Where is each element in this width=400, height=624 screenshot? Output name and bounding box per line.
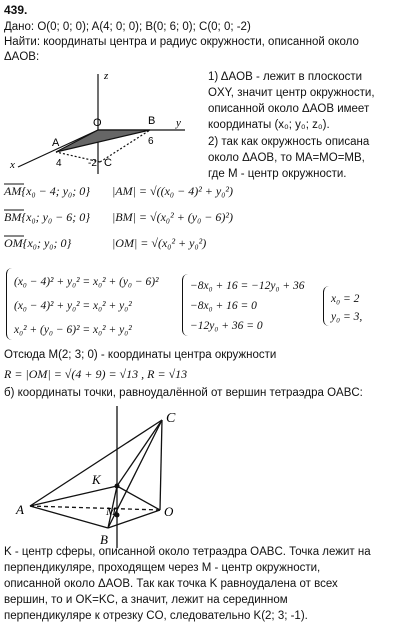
a-vertex-label: A — [16, 502, 24, 517]
conclusion-text — [4, 544, 371, 624]
equation: x₀ = 2 — [331, 293, 360, 305]
problem-number: 439. — [4, 3, 28, 17]
given-line: Дано: O(0; 0; 0); A(4; 0; 0); B(0; 6; 0); C(0; 0; -2) — [4, 21, 251, 33]
conclusion-line: перпендикуляре к отрезку CO, следовательно K(2; 3; -1). — [4, 610, 308, 622]
note-1-line: описанной около ΔAOB имеет — [208, 103, 370, 115]
b-vertex-label: B — [100, 532, 108, 547]
triangle-aob — [56, 130, 150, 152]
o-vertex-label: O — [164, 504, 174, 519]
equation: y₀ = 3 — [331, 311, 360, 323]
edge-ca — [30, 420, 162, 506]
system-2-brace — [182, 274, 189, 336]
m-label: M — [106, 504, 116, 518]
c-vertex-label: C — [166, 411, 176, 426]
vector-overlines — [0, 182, 120, 252]
z-label: z — [104, 70, 109, 82]
equation: (x₀ − 4)² + y₀² = x₀² + (y₀ − 6)² — [14, 276, 159, 288]
edge-ao — [30, 506, 160, 510]
conclusion-line: K - центр сферы, описанной около тетраэдра OABC. Точка лежит на — [4, 546, 371, 558]
radius-line: R = |OM| = √(4 + 9) = √13 , R = √13 — [4, 367, 188, 381]
vector-am: AM{x₀ − 4; y₀; 0} — [4, 184, 91, 198]
note-2-line: где M - центр окружности. — [208, 168, 347, 180]
vector-om: OM{x₀; y₀; 0} — [4, 236, 72, 250]
vector-bm: BM{x₀; y₀ − 6; 0} — [4, 210, 91, 224]
equation: −12y₀ + 36 = 0 — [190, 320, 263, 332]
equation: −8x₀ + 16 = 0 — [190, 300, 257, 312]
system-3-brace — [323, 286, 330, 326]
tick-4: 4 — [56, 158, 62, 169]
note-1-line: координаты (x₀; y₀; z₀). — [208, 119, 330, 131]
edge-ab — [30, 506, 108, 528]
equation: (x₀ − 4)² + y₀² = x₀² + y₀² — [14, 300, 132, 312]
result-line: Отсюда M(2; 3; 0) - координаты центра окружности — [4, 349, 277, 361]
a-label: A — [52, 137, 60, 149]
comma: , — [359, 311, 363, 323]
vector-om-length: |OM| = √(x₀² + y₀²) — [112, 236, 207, 250]
k-label: K — [92, 472, 101, 487]
equation: −8x₀ + 16 = −12y₀ + 36 — [190, 280, 305, 292]
conclusion-line: описанной около ΔAOB. Так как точка K равноудалена от всех — [4, 578, 338, 590]
equation: x₀² + (y₀ − 6)² = x₀² + y₀² — [14, 324, 132, 336]
system-2 — [190, 276, 305, 336]
tetrahedron-figure — [0, 398, 240, 550]
y-label: y — [176, 117, 181, 129]
note-1-line: OXY, значит центр окружности, — [208, 87, 375, 99]
system-1 — [14, 270, 159, 342]
system-1-brace — [6, 268, 13, 340]
conclusion-line: вершин, то и OK=KC, а значит, лежит на серединном — [4, 594, 288, 606]
tick-6: 6 — [148, 136, 154, 147]
note-2-line: около ΔAOB, то MA=MO=MB, — [208, 152, 365, 164]
note-1 — [208, 69, 375, 133]
find-line-1: Найти: координаты центра и радиус окружности, описанной около — [4, 36, 359, 48]
point-k — [115, 484, 120, 489]
vector-bm-length: |BM| = √(x₀² + (y₀ − 6)²) — [112, 210, 233, 224]
find-line-2: ΔAOB: — [4, 51, 40, 63]
o-label: O — [93, 117, 102, 129]
b-label: B — [148, 115, 156, 127]
part-b-heading: б) координаты точки, равноудалённой от вершин тетраэдра OABC: — [4, 387, 363, 399]
vector-am-length: |AM| = √((x₀ − 4)² + y₀²) — [112, 184, 233, 198]
edge-co — [160, 420, 162, 510]
tick-neg2: -2 — [88, 158, 97, 169]
system-3 — [331, 290, 362, 326]
c-label: C — [104, 157, 112, 169]
triangle-aob-figure — [0, 64, 205, 180]
conclusion-line: перпендикуляре, проходящем через M - центр окружности, — [4, 562, 321, 574]
note-1-line: 1) ΔAOB - лежит в плоскости — [208, 71, 363, 83]
x-label: x — [10, 159, 15, 171]
note-2-line: 2) так как окружность описана — [208, 136, 370, 148]
note-2 — [208, 134, 369, 182]
